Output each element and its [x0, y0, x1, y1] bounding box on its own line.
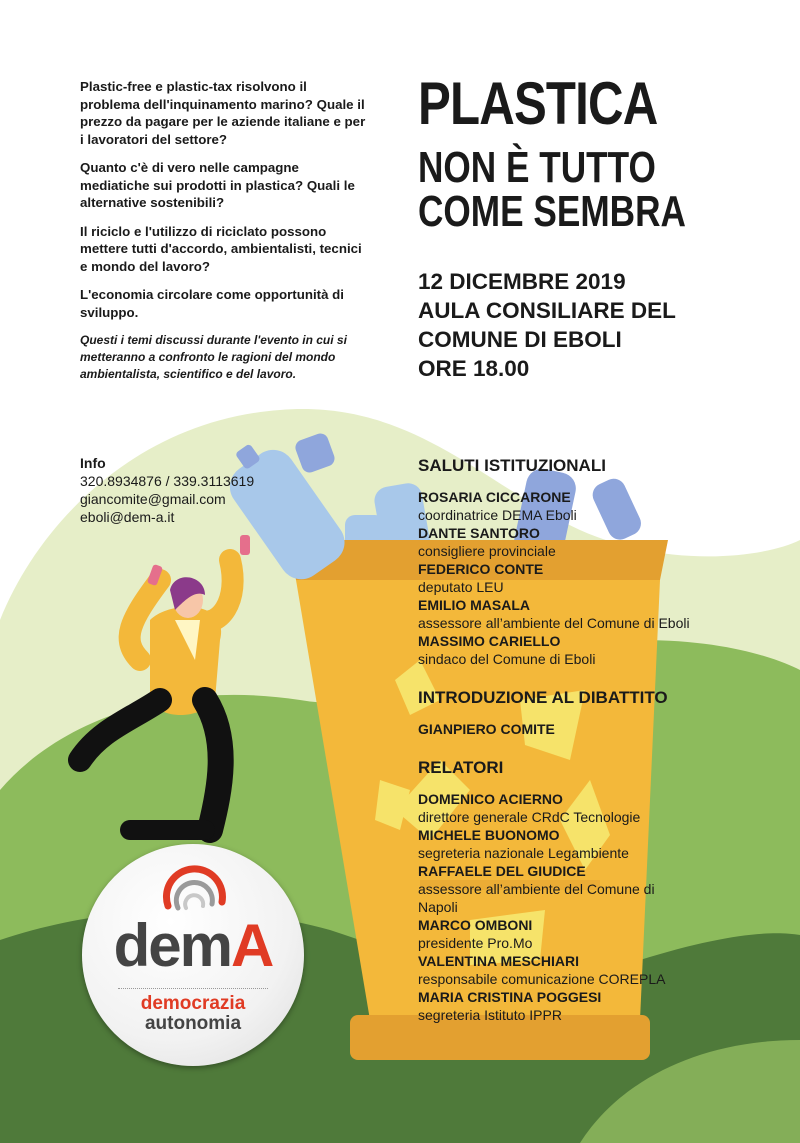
intro-question-3: Il riciclo e l'utilizzo di riciclato possono mettere tutti d'accordo, ambientalisti, tecnici e mondo del lavoro?: [80, 223, 362, 274]
speaker-role: responsabile comunicazione COREPLA: [418, 971, 666, 987]
speaker-name: MICHELE BUONOMO: [418, 827, 560, 843]
speaker-role: sindaco del Comune di Eboli: [418, 651, 596, 667]
speaker-entry: [418, 988, 788, 1024]
info-email-1: giancomite@gmail.com: [80, 491, 226, 507]
speaker-name: ROSARIA CICCARONE: [418, 489, 571, 505]
logo-line-2: autonomia: [144, 1013, 242, 1034]
speaker-name: FEDERICO CONTE: [418, 561, 544, 577]
speaker-entry: [418, 862, 788, 916]
logo-word-main: dem: [113, 912, 232, 979]
speaker-role: presidente Pro.Mo: [418, 935, 533, 951]
speaker-role: segreteria Istituto IPPR: [418, 1007, 562, 1023]
section-heading-saluti: SALUTI ISTITUZIONALI: [418, 456, 606, 475]
intro-question-2: Quanto c'è di vero nelle campagne mediatiche sui prodotti in plastica? Quali le alternative sostenibili?: [80, 160, 355, 210]
speaker-role: direttore generale CRdC Tecnologie: [418, 809, 641, 825]
intro-question-1: Plastic-free e plastic-tax risolvono il problema dell'inquinamento marino? Quale il prezzo da pagare per le aziende italiane e per i lavoratori del settore?: [80, 79, 366, 147]
event-place-line-1: AULA CONSILIARE DEL: [418, 298, 676, 323]
program: [418, 456, 788, 1024]
event-date: 12 DICEMBRE 2019: [418, 269, 626, 294]
speaker-entry: [418, 596, 788, 632]
speaker-role: consigliere provinciale: [418, 543, 556, 559]
speaker-entry: [418, 560, 788, 596]
title-line-3: COME SEMBRA: [418, 187, 686, 236]
speaker-entry: [418, 826, 788, 862]
speaker-name: GIANPIERO COMITE: [418, 721, 555, 737]
speaker-name: RAFFAELE DEL GIUDICE: [418, 863, 586, 879]
event-details: [418, 267, 676, 383]
intro-question-4: L'economia circolare come opportunità di sviluppo.: [80, 287, 344, 320]
speaker-role: coordinatrice DEMA Eboli: [418, 507, 577, 523]
speaker-name: MASSIMO CARIELLO: [418, 633, 561, 649]
section-heading-introduzione: INTRODUZIONE AL DIBATTITO: [418, 688, 668, 707]
info-phone: 320.8934876 / 339.3113619: [80, 473, 255, 489]
title-line-1: PLASTICA: [418, 70, 658, 137]
speaker-entry: [418, 720, 788, 738]
speaker-entry: [418, 488, 788, 524]
speaker-role: segreteria nazionale Legambiente: [418, 845, 629, 861]
info-block: [80, 454, 254, 526]
speaker-entry: [418, 632, 788, 668]
intro-text: [80, 78, 370, 394]
speaker-name: MARIA CRISTINA POGGESI: [418, 989, 602, 1005]
speaker-entry: [418, 916, 788, 952]
info-email-2: eboli@dem-a.it: [80, 509, 175, 525]
logo-divider: [118, 988, 268, 989]
poster-title: [418, 70, 778, 236]
dema-logo: [82, 844, 304, 1066]
title-line-2: NON È TUTTO: [418, 143, 656, 192]
speaker-entry: [418, 952, 788, 988]
event-place-line-2: COMUNE DI EBOLI: [418, 327, 622, 352]
speaker-role: assessore all’ambiente del Comune di Eboli: [418, 615, 690, 631]
speaker-role: assessore all’ambiente del Comune di Napoli: [418, 881, 655, 915]
speaker-name: DANTE SANTORO: [418, 525, 540, 541]
speaker-role: deputato LEU: [418, 579, 504, 595]
speaker-entry: [418, 790, 788, 826]
section-heading-relatori: RELATORI: [418, 758, 504, 777]
logo-line-1: democrazia: [140, 993, 246, 1014]
event-time: ORE 18.00: [418, 356, 530, 381]
speaker-name: MARCO OMBONI: [418, 917, 533, 933]
speaker-entry: [418, 524, 788, 560]
logo-word-accent: A: [231, 912, 273, 979]
info-heading: Info: [80, 455, 106, 471]
intro-note: Questi i temi discussi durante l'evento in cui si metteranno a confronto le ragioni del mondo ambientalista, scientifico e del lavoro.: [80, 333, 347, 381]
speaker-name: VALENTINA MESCHIARI: [418, 953, 579, 969]
speaker-name: EMILIO MASALA: [418, 597, 530, 613]
speaker-name: DOMENICO ACIERNO: [418, 791, 563, 807]
logo-wordmark: [92, 912, 294, 979]
